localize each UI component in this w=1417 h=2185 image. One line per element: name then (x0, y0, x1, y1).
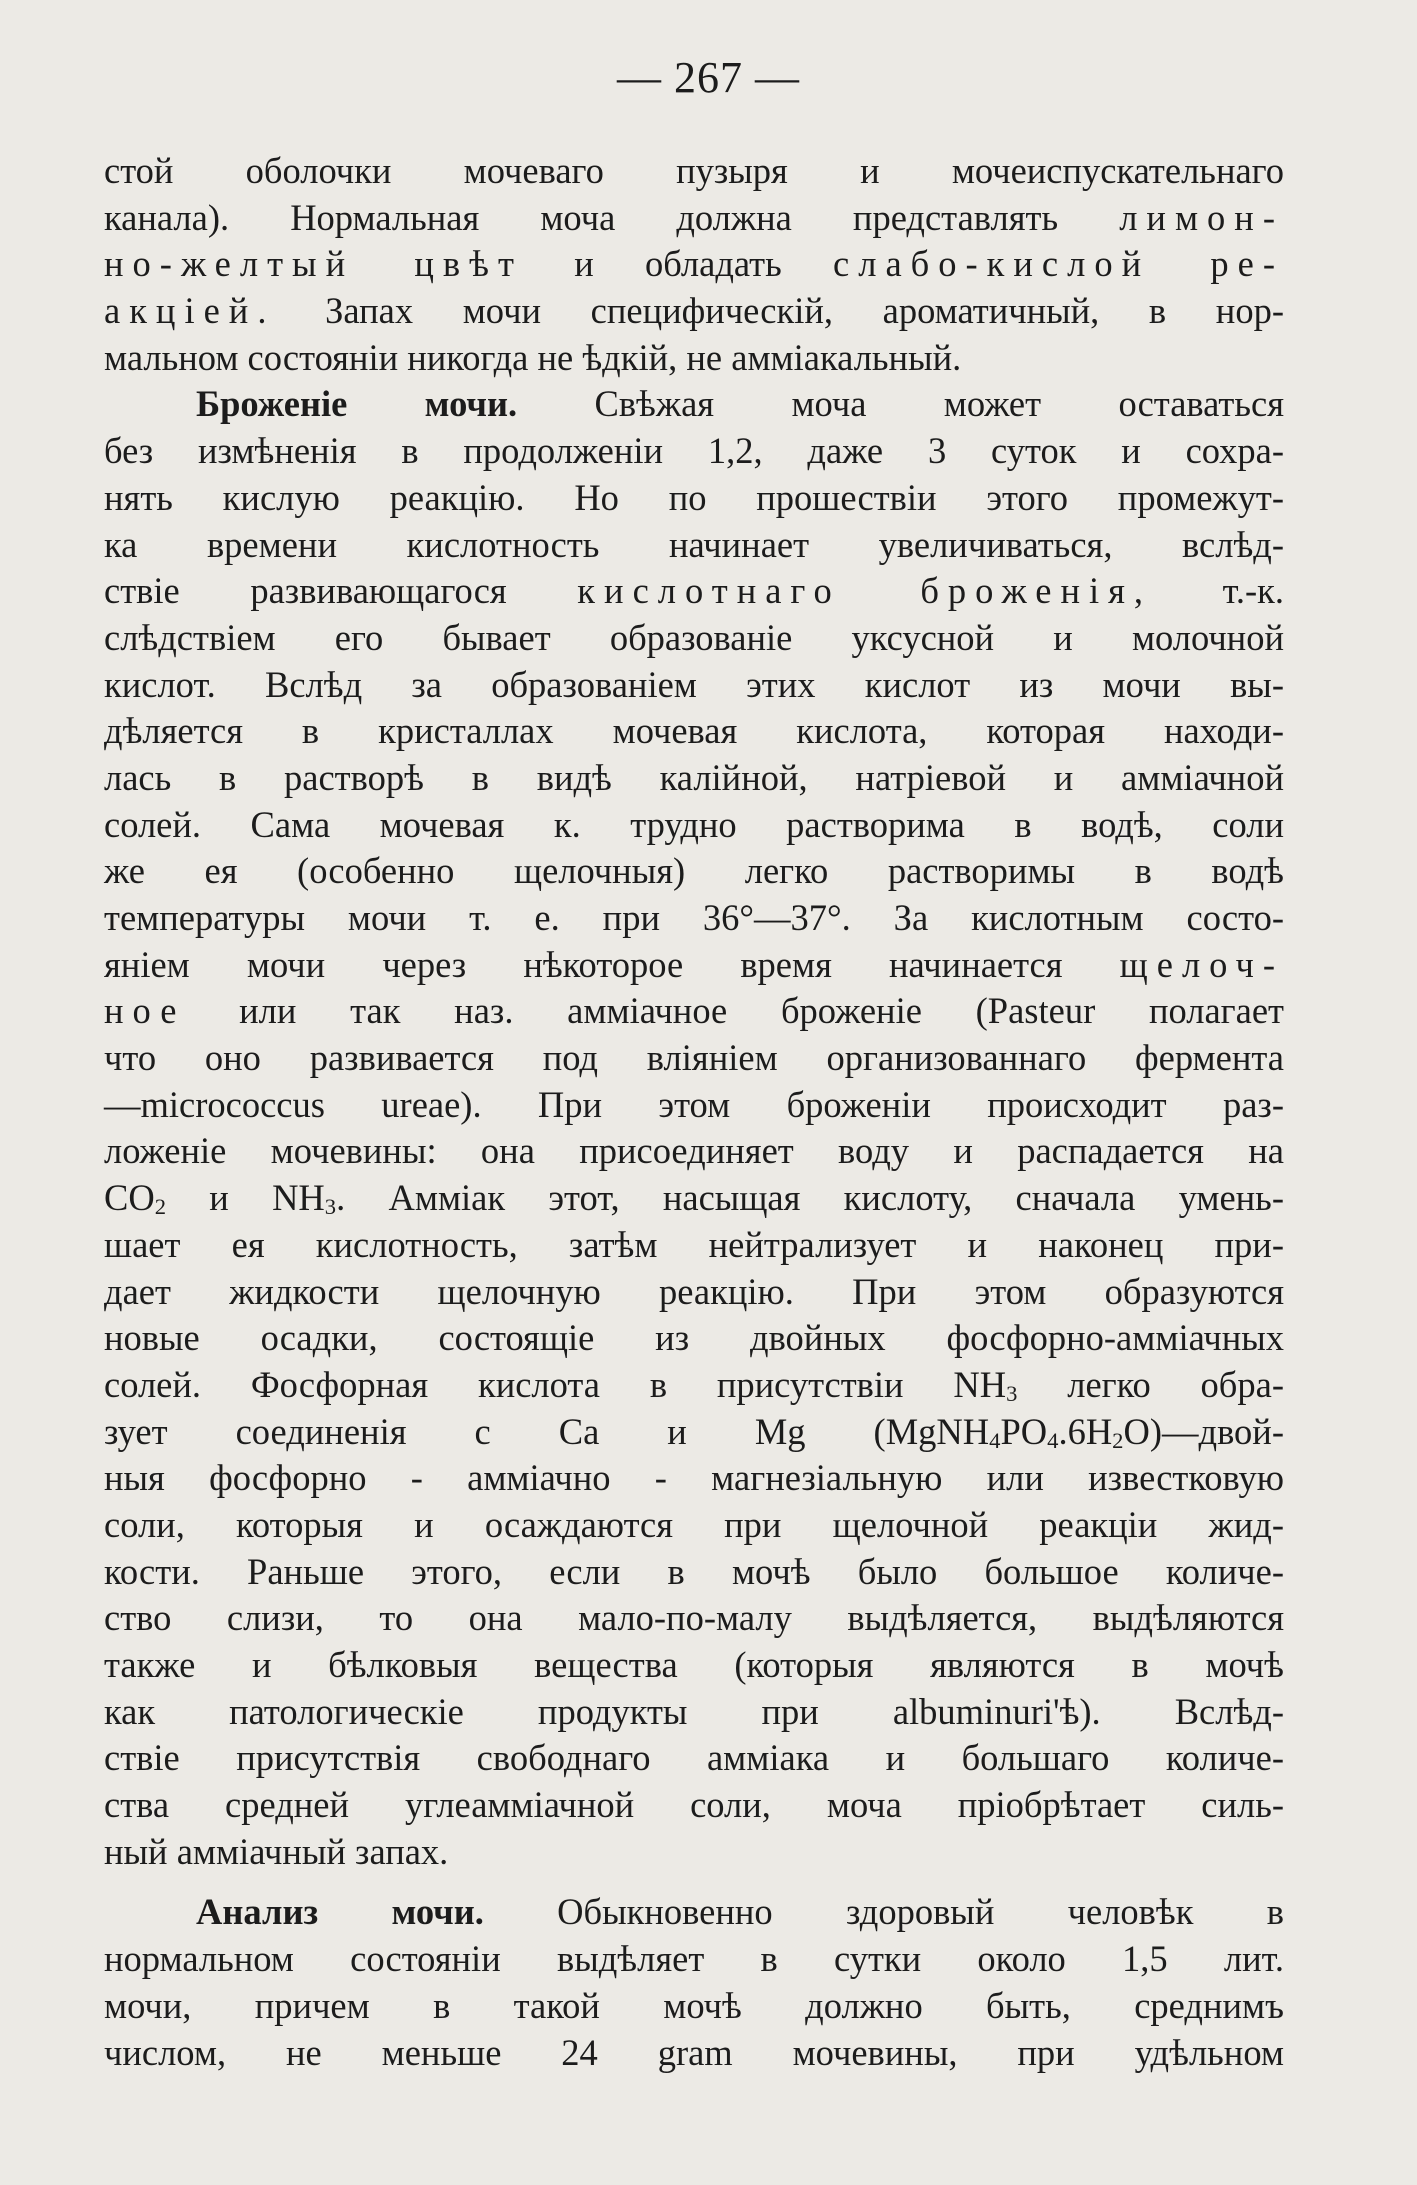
text-span: яніем мочи через нѣкоторое время начинается (104, 943, 1120, 985)
page-number: — 267 — (617, 53, 800, 102)
text-span: нять кислую реакцію. Но по прошествіи этого промежут- (104, 476, 1284, 518)
text-line (104, 1128, 1284, 1175)
text-span: зует соединенія с Ca и Mg $(MgNH_4PO_4.6H_2O)—двой-$ (104, 1410, 1284, 1453)
text-line (104, 1082, 1284, 1129)
text-span: ствіе присутствія свободнаго амміака и большаго количе- (104, 1737, 1284, 1779)
text-line (104, 522, 1284, 569)
emphasized-text: лимон- (1119, 196, 1284, 238)
text-span: температуры мочи т. е. при 36°—37°. За кислотным состо- (104, 897, 1284, 938)
emphasized-text: ное (104, 990, 186, 1032)
text-line (104, 662, 1284, 709)
text-span: —micrococcus ureae). При этом броженіи происходит раз- (104, 1083, 1284, 1125)
text-span: лась в растворѣ в видѣ калійной, натріевой и амміачной (104, 756, 1284, 798)
text-line (104, 1455, 1284, 1502)
text-line (104, 708, 1284, 755)
text-line (104, 1782, 1284, 1829)
text-line (104, 148, 1284, 195)
text-line (104, 1936, 1284, 1983)
text-span: как патологическіе продукты при albuminuri'ѣ). Вслѣд- (104, 1690, 1284, 1732)
section-heading: Броженіе мочи. (196, 383, 518, 425)
text-line (104, 1269, 1284, 1316)
text-line (104, 848, 1284, 895)
text-span: шает ея кислотность, затѣм нейтрализует и наконец при- (104, 1223, 1284, 1265)
text-line (104, 1642, 1284, 1689)
text-span: ство слизи, то она мало-по-малу выдѣляется, выдѣляются (104, 1597, 1284, 1639)
text-line (104, 2030, 1284, 2077)
text-line (104, 895, 1284, 942)
text-span: или так наз. амміачное броженіе (Pasteur полагает (185, 990, 1284, 1032)
text-span: ложеніе мочевины: она присоединяет воду и распадается на (104, 1130, 1284, 1172)
text-line (104, 1502, 1284, 1549)
text-span: нормальном состояніи выдѣляет в сутки около 1,5 лит. (104, 1938, 1284, 1980)
text-line (104, 428, 1284, 475)
text-line (104, 241, 1284, 288)
text-span: канала). Нормальная моча должна представлять (104, 196, 1120, 238)
text-line (104, 335, 1284, 382)
text-span: солей. Фосфорная кислота в присутствіи $NH_3$ легко обра- (104, 1363, 1284, 1406)
text-span: т.-к. (1152, 570, 1284, 612)
text-span: дѣляется в кристаллах мочевая кислота, которая находи- (104, 710, 1284, 752)
section-heading: Анализ мочи. (196, 1891, 484, 1933)
text-line (104, 1983, 1284, 2030)
text-line (104, 381, 1284, 428)
paragraph-gap (104, 1875, 1284, 1889)
text-line (104, 1735, 1284, 1782)
text-line (104, 1175, 1284, 1222)
text-span: новые осадки, состоящіе из двойных фосфорно-амміачных (104, 1317, 1284, 1359)
text-line (104, 568, 1284, 615)
text-line (104, 615, 1284, 662)
text-span: и обладать (522, 243, 834, 285)
text-line (104, 942, 1284, 989)
text-span: ныя фосфорно - амміачно - магнезіальную или известковую (104, 1457, 1284, 1499)
text-line (104, 475, 1284, 522)
text-line (104, 1889, 1284, 1936)
text-line (104, 1035, 1284, 1082)
text-span: солей. Сама мочевая к. трудно растворима в водѣ, соли (104, 803, 1284, 845)
text-span: что оно развивается под вліяніем организованнаго фермента (104, 1037, 1284, 1079)
text-span: ка времени кислотность начинает увеличиваться, вслѣд- (104, 523, 1284, 565)
text-line (104, 1595, 1284, 1642)
text-span: мальном состояніи никогда не ѣдкій, не амміакальный. (104, 336, 962, 378)
emphasized-text: щелоч- (1119, 943, 1284, 985)
text-line (104, 1362, 1284, 1409)
emphasized-text: акціей. (104, 290, 276, 332)
text-span: ствіе развивающагося (104, 570, 578, 612)
text-line (104, 1409, 1284, 1456)
text-span: же ея (особенно щелочныя) легко растворимы в водѣ (104, 850, 1284, 892)
text-span: кости. Раньше этого, если в мочѣ было большое количе- (104, 1550, 1284, 1592)
text-span: без измѣненія в продолженіи 1,2, даже 3 суток и сохра- (104, 430, 1284, 472)
text-span: Запах мочи специфическій, ароматичный, в нор- (275, 290, 1284, 332)
text-span: стой оболочки мочеваго пузыря и мочеиспускательнаго (104, 150, 1284, 191)
text-span: числом, не меньше 24 gram мочевины, при удѣльном (104, 2031, 1284, 2073)
text-line (104, 1549, 1284, 1596)
text-span: также и бѣлковыя вещества (которыя являются в мочѣ (104, 1644, 1284, 1685)
text-line (104, 755, 1284, 802)
text-line (104, 1689, 1284, 1736)
text-span: мочи, причем в такой мочѣ должно быть, среднимъ (104, 1984, 1284, 2026)
text-line (104, 288, 1284, 335)
emphasized-text: но-желтый цвѣт (104, 243, 523, 285)
text-line (104, 1222, 1284, 1269)
body-text (104, 148, 1284, 2076)
text-span: дает жидкости щелочную реакцію. При этом образуются (104, 1270, 1284, 1312)
text-span: $CO_2$ и $NH_3$. Амміак этот, насыщая кислоту, сначала умень- (104, 1177, 1284, 1220)
text-span: кислот. Вслѣд за образованіем этих кислот из мочи вы- (104, 663, 1284, 705)
text-span: соли, которыя и осаждаются при щелочной реакціи жид- (104, 1503, 1284, 1545)
text-line (104, 195, 1284, 242)
text-span: ный амміачный запах. (104, 1830, 449, 1872)
text-span: слѣдствіем его бывает образованіе уксусной и молочной (104, 616, 1284, 658)
emphasized-text: кислотнаго броженія, (577, 570, 1153, 612)
text-line (104, 988, 1284, 1035)
emphasized-text: слабо-кислой ре- (833, 243, 1284, 285)
text-line (104, 802, 1284, 849)
text-line (104, 1315, 1284, 1362)
text-span: Обыкновенно здоровый человѣк в (483, 1891, 1285, 1933)
text-line (104, 1829, 1284, 1876)
text-span: Свѣжая моча может оставаться (517, 383, 1284, 425)
text-span: ства средней углеамміачной соли, моча пріобрѣтает силь- (104, 1784, 1284, 1826)
